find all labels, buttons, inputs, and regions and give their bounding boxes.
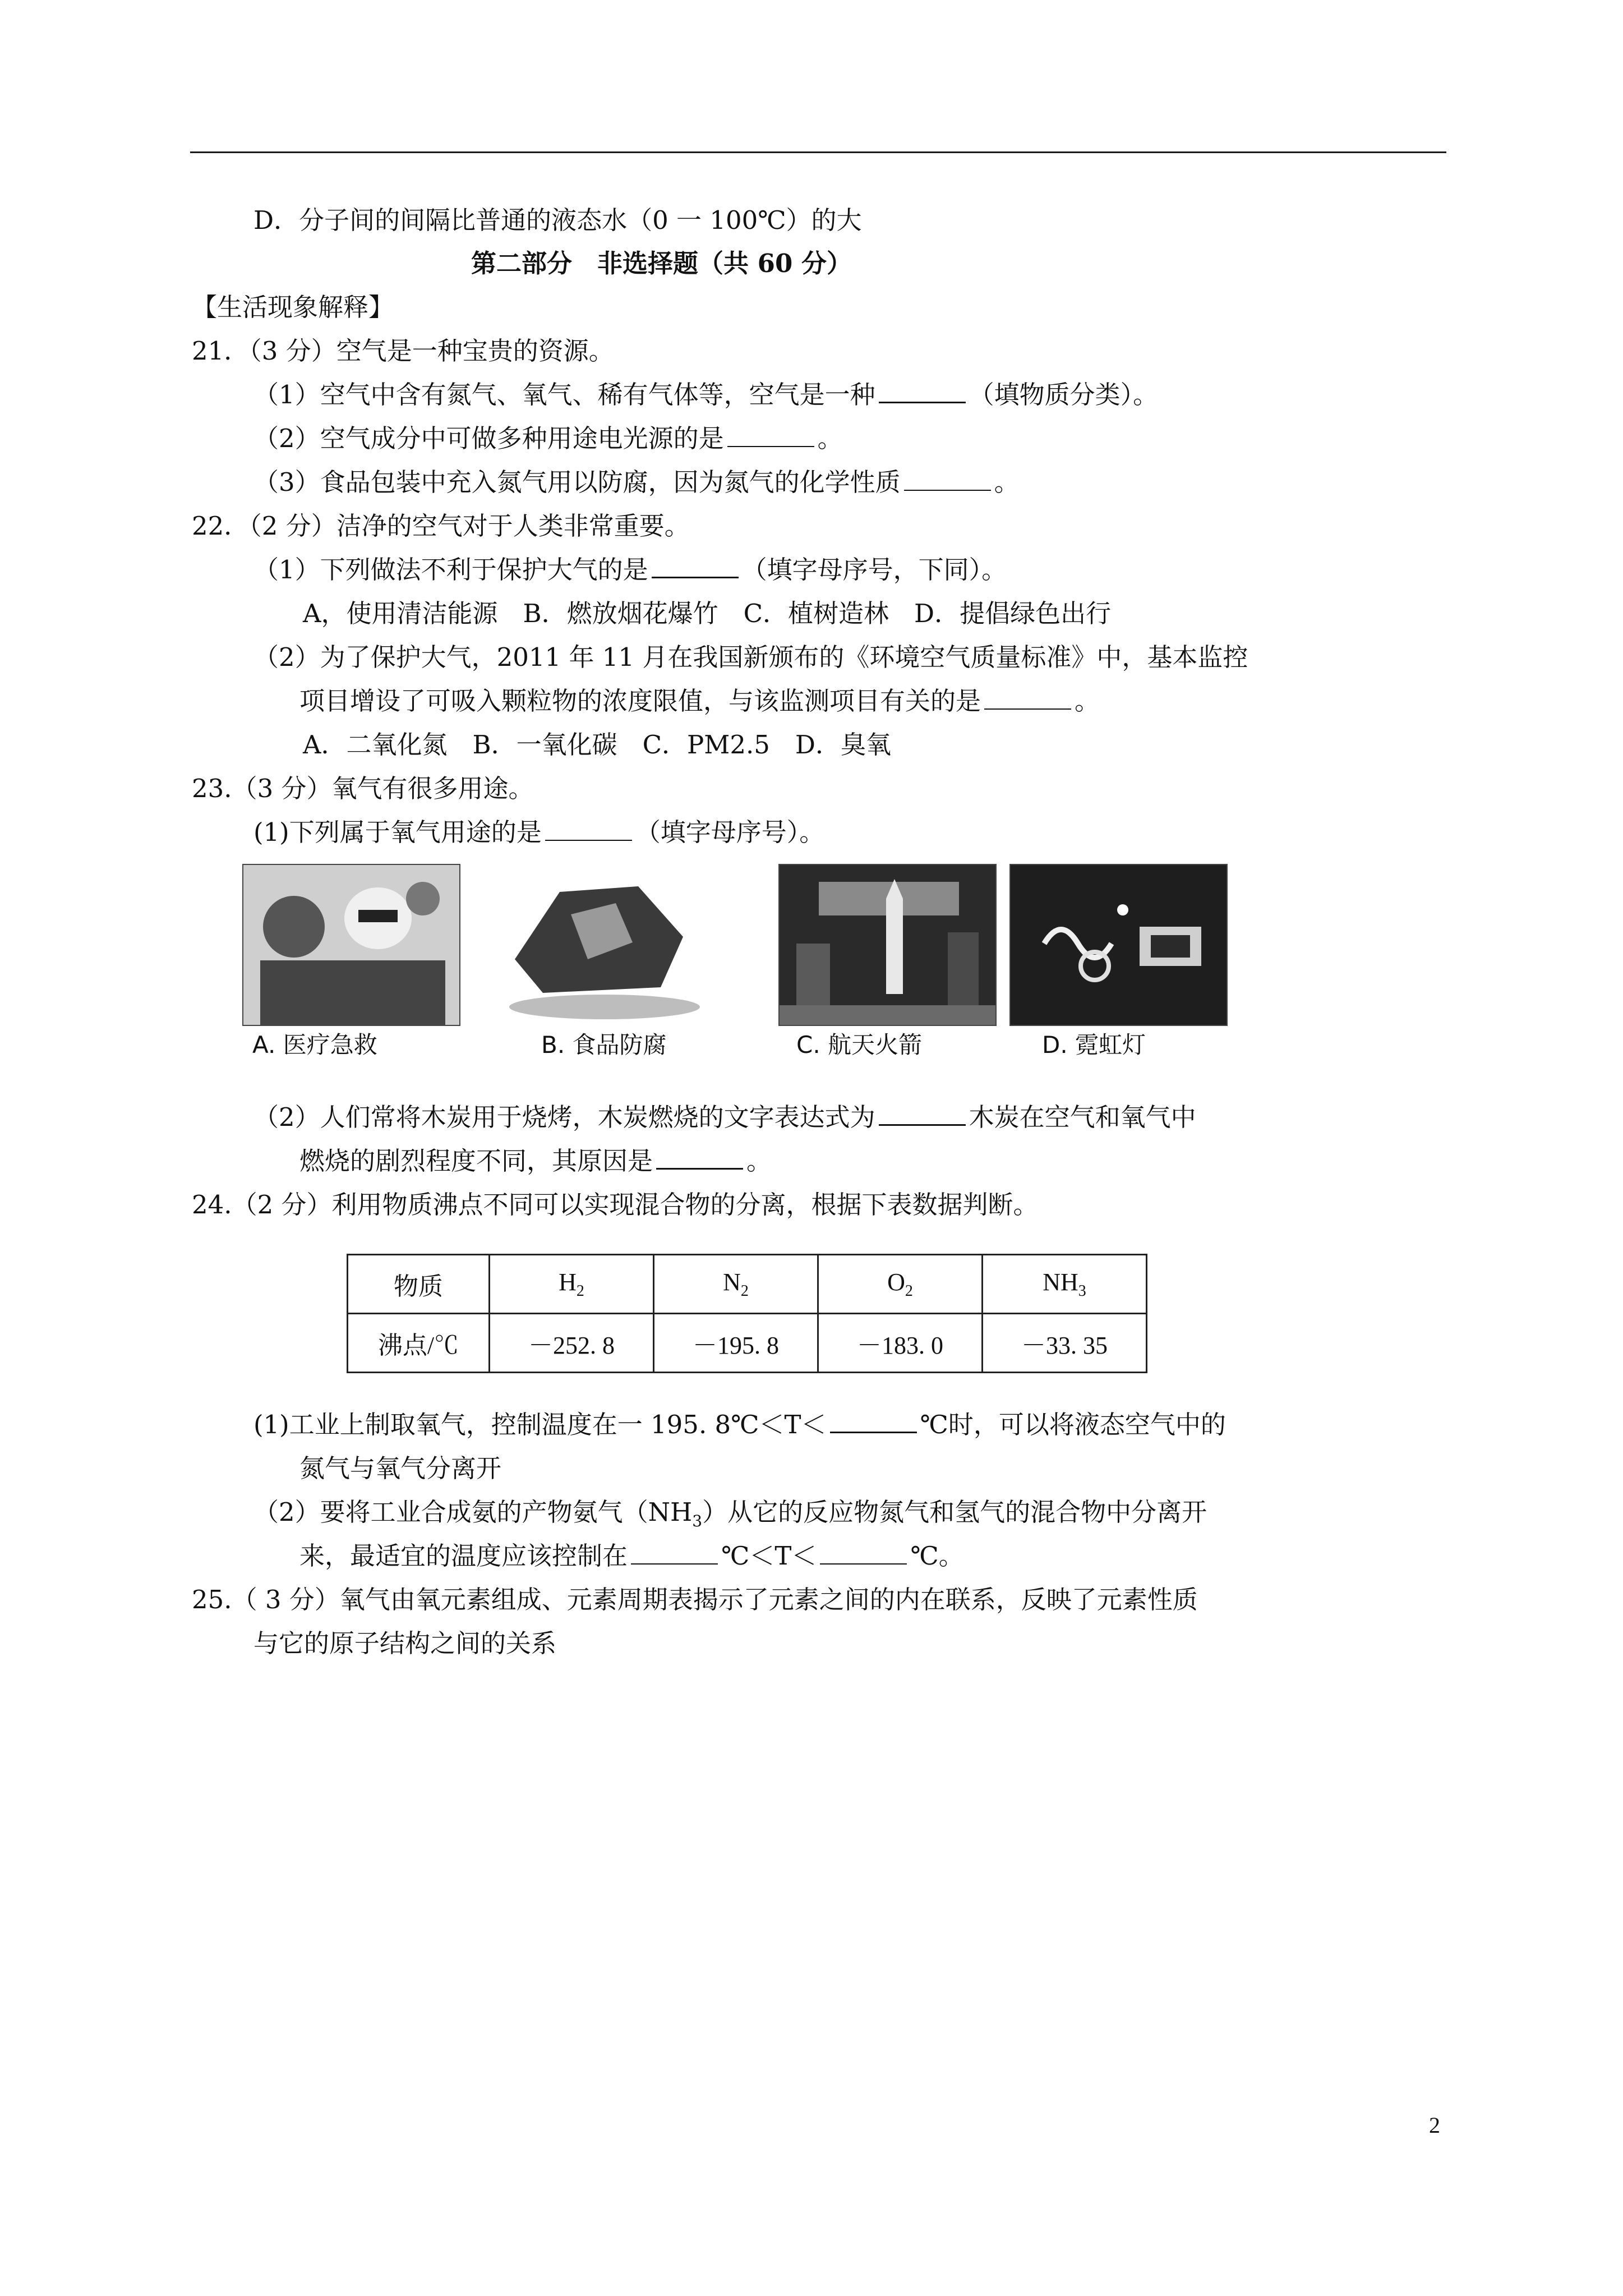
q22-part2-line2 [299, 684, 1100, 718]
page-number: 2 [1429, 2113, 1440, 2138]
q22-part2-suffix: 。 [1075, 686, 1100, 716]
q24-part2-cont: ）从它的反应物氮气和氢气的混合物中分离开 [702, 1497, 1207, 1527]
q24-part2-suffix: ℃。 [910, 1541, 964, 1571]
q24-part2-line2-text: 来，最适宜的温度应该控制在 [299, 1541, 628, 1571]
answer-blank[interactable] [545, 817, 632, 841]
table-cell: $N_2$ [654, 1255, 818, 1314]
q23-part1 [253, 816, 824, 849]
q23-part2-cont: 木炭在空气和氧气中 [969, 1102, 1196, 1132]
answer-blank[interactable] [984, 686, 1071, 710]
q22-part2-line1: （2）为了保护大气，2011 年 11 月在我国新颁布的《环境空气质量标准》中，基本监控 [253, 642, 1248, 672]
header-rule [190, 151, 1446, 153]
photo-caption-b: B. 食品防腐 [541, 1031, 667, 1059]
q24-part1-text: (1)工业上制取氧气，控制温度在一 195. 8℃＜T＜ [253, 1410, 827, 1439]
q24-part2-mid: ℃＜T＜ [721, 1541, 817, 1571]
q21-part2-suffix: 。 [817, 424, 843, 453]
q24-stem: 24.（2 分）利用物质沸点不同可以实现混合物的分离，根据下表数据判断。 [192, 1190, 1039, 1220]
q23-part2-line2-text: 燃烧的剧烈程度不同，其原因是 [299, 1146, 653, 1176]
q25-line2: 与它的原子结构之间的关系 [253, 1628, 557, 1658]
medical-rescue-photo [242, 864, 460, 1026]
q24-part1-line2: 氮气与氧气分离开 [299, 1453, 502, 1483]
part-title: 第二部分 非选择题（共 60 分） [471, 249, 852, 278]
q22-stem: 22．（2 分）洁净的空气对于人类非常重要。 [192, 511, 690, 541]
table-row [348, 1255, 1147, 1314]
answer-blank[interactable] [656, 1145, 743, 1170]
answer-blank[interactable] [820, 1541, 907, 1565]
q21-part3-suffix: 。 [994, 467, 1020, 497]
q22-part1 [253, 553, 1007, 587]
q24-part2-line2 [299, 1539, 964, 1573]
q24-part1-line1 [253, 1408, 1226, 1442]
table-cell: －33. 35 [983, 1314, 1147, 1373]
space-rocket-photo [778, 864, 997, 1026]
boiling-point-table [347, 1254, 1147, 1373]
q21-part1 [253, 378, 1158, 412]
answer-blank[interactable] [904, 467, 991, 491]
table-cell: －195. 8 [654, 1314, 818, 1373]
table-cell: －183. 0 [818, 1314, 983, 1373]
q23-part2-suffix: 。 [746, 1146, 772, 1176]
answer-blank[interactable] [830, 1409, 917, 1433]
photo-caption-c: C. 航天火箭 [796, 1031, 923, 1059]
answer-blank[interactable] [879, 1102, 966, 1126]
answer-blank[interactable] [652, 554, 739, 578]
q24-part1-cont: ℃时，可以将液态空气中的 [920, 1410, 1226, 1439]
table-header-cell: 物质 [348, 1255, 490, 1314]
table-header-cell: 沸点/℃ [348, 1314, 490, 1373]
answer-blank[interactable] [631, 1541, 718, 1565]
answer-blank[interactable] [879, 379, 966, 403]
q21-part2 [253, 422, 843, 455]
q22-part1-suffix: （填字母序号，下同）。 [741, 555, 1007, 585]
q21-part2-text: （2）空气成分中可做多种用途电光源的是 [253, 424, 724, 453]
q24-part2-line1: （2）要将工业合成氨的产物氨气$(NH_3)$从它的反应物氮气和氢气的混合物中分离开 [253, 1497, 1207, 1530]
table-cell: $O_2$ [818, 1255, 983, 1314]
q21-part1-suffix: （填物质分类）。 [969, 380, 1159, 409]
neon-light-photo [1009, 864, 1228, 1026]
q21-part3-text: （3）食品包装中充入氮气用以防腐，因为氮气的化学性质 [253, 467, 901, 497]
photo-caption-d: D. 霓虹灯 [1042, 1031, 1146, 1059]
table-cell: $NH_3$ [983, 1255, 1147, 1314]
q22-part2-text: 项目增设了可吸入颗粒物的浓度限值，与该监测项目有关的是 [299, 686, 981, 716]
q22-part1-options: A，使用清洁能源 B．燃放烟花爆竹 C．植树造林 D．提倡绿色出行 [303, 599, 1112, 628]
table-cell: －252. 8 [490, 1314, 654, 1373]
food-preservation-photo [492, 864, 708, 1024]
q23-part1-suffix: （填字母序号）。 [635, 817, 825, 847]
q22-part2-options: A．二氧化氮 B．一氧化碳 C．PM2.5 D．臭氧 [303, 730, 891, 760]
table-row [348, 1314, 1147, 1373]
q24-part2-text: （2）要将工业合成氨的产物氨气（NH [253, 1497, 693, 1527]
answer-blank[interactable] [727, 424, 814, 447]
q23-part2-text: （2）人们常将木炭用于烧烤，木炭燃烧的文字表达式为 [253, 1102, 875, 1132]
q23-part2-line1 [253, 1101, 1196, 1134]
table-cell: $H_2$ [490, 1255, 654, 1314]
q23-part1-text: (1)下列属于氧气用途的是 [253, 817, 542, 847]
q23-stem: 23.（3 分）氧气有很多用途。 [192, 774, 534, 803]
section-label: 【生活现象解释】 [192, 292, 394, 322]
q22-part1-text: （1）下列做法不利于保护大气的是 [253, 555, 648, 585]
q25-line1: 25.（ 3 分）氧气由氧元素组成、元素周期表揭示了元素之间的内在联系，反映了元素性质 [192, 1585, 1198, 1614]
q21-stem: 21．（3 分）空气是一种宝贵的资源。 [192, 336, 614, 366]
q21-part3 [253, 466, 1020, 499]
option-d-line: D．分子间的间隔比普通的液态水（0 一 100℃）的大 [253, 205, 862, 235]
q21-part1-text: （1）空气中含有氮气、氧气、稀有气体等，空气是一种 [253, 380, 875, 409]
photo-caption-a: A. 医疗急救 [252, 1031, 377, 1059]
q23-part2-line2 [299, 1144, 772, 1178]
